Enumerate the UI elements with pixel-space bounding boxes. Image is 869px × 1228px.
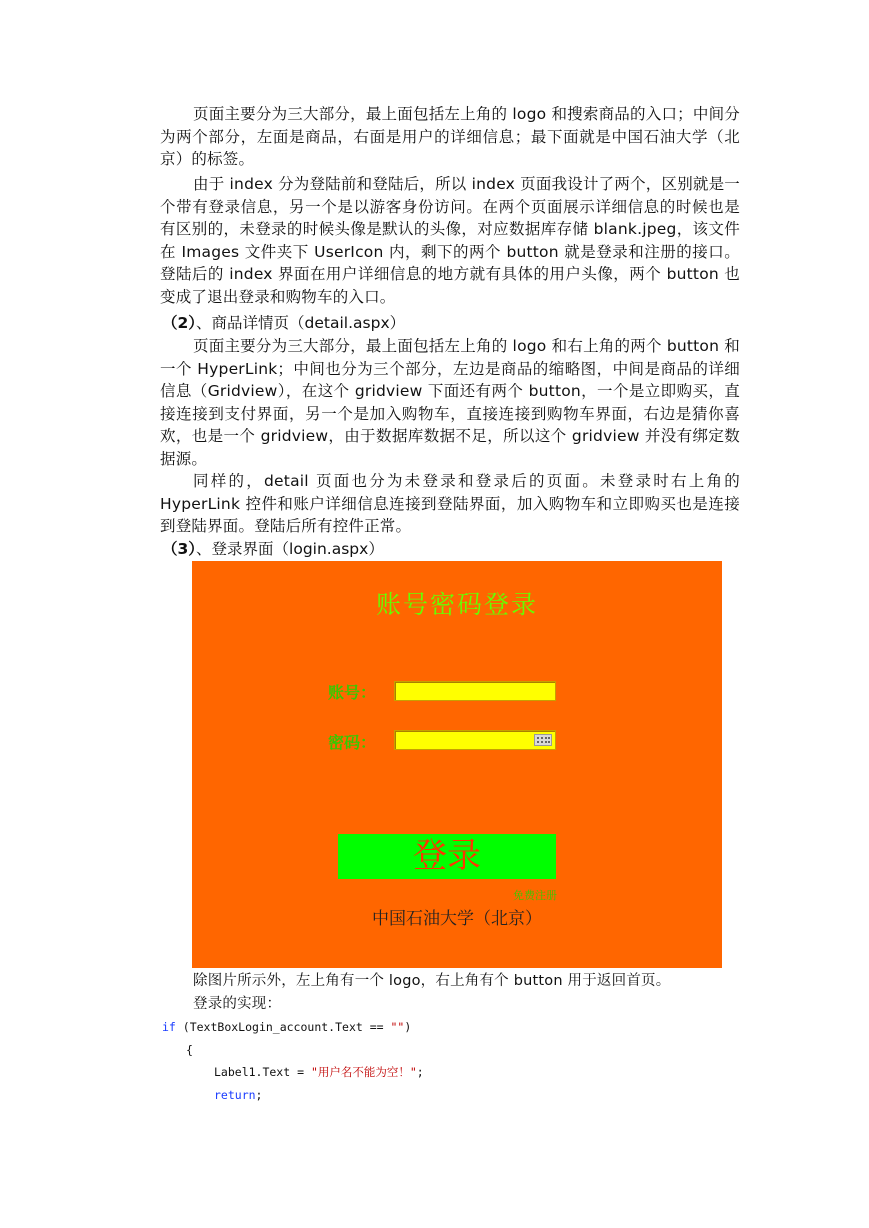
password-label: 密码： [328,733,377,752]
code-line-1: if (TextBoxLogin_account.Text == "") [162,1020,412,1034]
keyboard-icon[interactable] [534,734,552,746]
code-keyword: return [214,1088,256,1102]
code-line-2: { [186,1043,193,1057]
heading-login-page [162,538,384,560]
login-button[interactable]: 登录 [338,834,556,879]
paragraph-index-login-states: 由于 index 分为登陆前和登陆后，所以 index 页面我设计了两个，区别就是一个带有登录信息，另一个是以游客身份访问。在两个页面展示详细信息的时候也是有区别的，未登录的时候头像是默认的头像，对应数据库存储 blank.jpeg，该文件在 Images 文件夹下 UserIcon 内，剩下的两个 button 就是登录和注册的接口。登陆后的 index 界面在用户详细信息的地方就有具体的用户头像，两个 button 也变成了退出登录和购物车的入口。 [160,175,740,306]
login-page-screenshot [192,561,722,968]
register-link[interactable]: 免费注册 [513,889,557,902]
heading-number: （3） [162,540,197,558]
paragraph-login-impl: 登录的实现： [193,996,282,1012]
code-line-3: Label1.Text = "用户名不能为空！"; [214,1065,424,1079]
account-label: 账号： [328,683,377,702]
heading-number: （2） [162,314,197,332]
password-input[interactable] [394,730,556,750]
account-input[interactable] [394,681,556,701]
heading-text: 、登录界面（login.aspx） [196,540,384,558]
paragraph-index-layout: 页面主要分为三大部分，最上面包括左上角的 logo 和搜索商品的入口；中间分为两个部分，左面是商品，右面是用户的详细信息；最下面就是中国石油大学（北京）的标签。 [160,105,740,168]
code-string: "用户名不能为空！" [310,1065,417,1079]
paragraph-login-extras: 除图片所示外，左上角有一个 logo，右上角有个 button 用于返回首页。 [193,973,671,989]
paragraph-detail-layout: 页面主要分为三大部分，最上面包括左上角的 logo 和右上角的两个 button 和一个 HyperLink；中间也分为三个部分，左边是商品的缩略图，中间是商品的详细信息（Gridview），在这个 gridview 下面还有两个 button，一个是立即购买，直接连接到支付界面，另一个是加入购物车，直接连接到购物车界面，右边是猜你喜欢，也是一个 gridview，由于数据库数据不足，所以这个 gridview 并没有绑定数据源。 [160,337,740,468]
code-string: "" [390,1020,405,1034]
heading-text: 、商品详情页（detail.aspx） [196,314,406,332]
paragraph-detail-login-states: 同样的，detail 页面也分为未登录和登录后的页面。未登录时右上角的 HyperLink 控件和账户详细信息连接到登陆界面，加入购物车和立即购买也是连接到登陆界面。登陆后所有控件正常。 [160,472,740,535]
login-title: 账号密码登录 [375,590,538,619]
code-keyword: if [162,1020,176,1034]
school-footer-label: 中国石油大学（北京） [372,909,542,929]
code-line-4: return; [214,1088,263,1102]
heading-detail-page [162,312,405,334]
